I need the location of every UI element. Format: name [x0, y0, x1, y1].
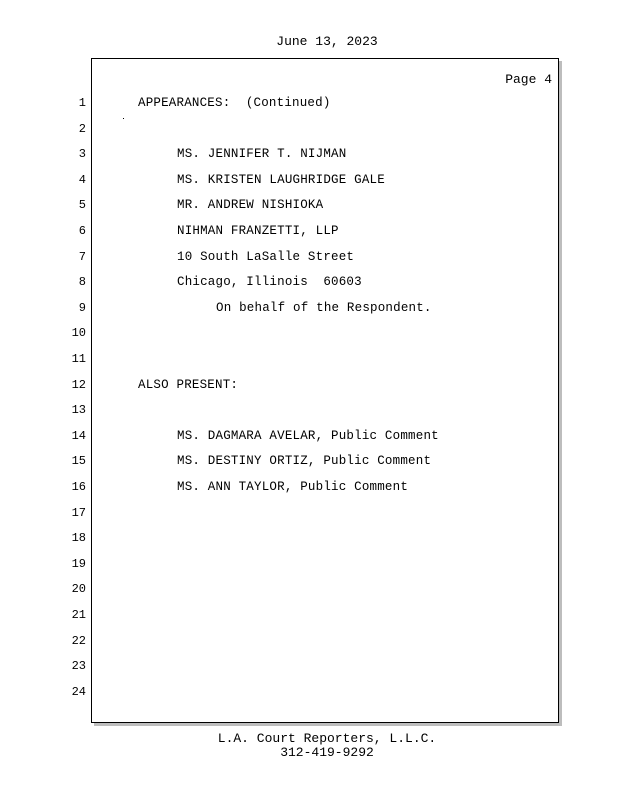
- line-text: NIHMAN FRANZETTI, LLP: [177, 224, 339, 238]
- line-number: 17: [71, 506, 86, 520]
- line-number: 8: [78, 275, 86, 289]
- line-number: 22: [71, 634, 86, 648]
- line-number: 20: [71, 582, 86, 596]
- line-number: 11: [71, 352, 86, 366]
- line-number: 12: [71, 378, 86, 392]
- line-number: 6: [78, 224, 86, 238]
- line-number: 19: [71, 557, 86, 571]
- line-number: 2: [78, 122, 86, 136]
- line-text: Chicago, Illinois 60603: [177, 275, 362, 289]
- stray-mark: [123, 118, 124, 119]
- line-text: 10 South LaSalle Street: [177, 250, 355, 264]
- line-text: MR. ANDREW NISHIOKA: [177, 198, 324, 212]
- line-text: ALSO PRESENT:: [138, 378, 239, 392]
- line-text: MS. ANN TAYLOR, Public Comment: [177, 480, 409, 494]
- line-text: MS. DESTINY ORTIZ, Public Comment: [177, 454, 432, 468]
- line-text: APPEARANCES: (Continued): [138, 96, 331, 110]
- line-text: MS. JENNIFER T. NIJMAN: [177, 147, 347, 161]
- line-number: 10: [71, 326, 86, 340]
- line-number: 14: [71, 429, 86, 443]
- line-number: 5: [78, 198, 86, 212]
- line-number: 13: [71, 403, 86, 417]
- line-text: On behalf of the Respondent.: [216, 301, 432, 315]
- header-date: June 13, 2023: [276, 34, 378, 49]
- line-number: 15: [71, 454, 86, 468]
- line-number: 21: [71, 608, 86, 622]
- line-number: 24: [71, 685, 86, 699]
- line-number: 4: [78, 173, 86, 187]
- line-number: 7: [78, 250, 86, 264]
- line-number: 3: [78, 147, 86, 161]
- line-number: 1: [78, 96, 86, 110]
- line-number: 18: [71, 531, 86, 545]
- line-number: 23: [71, 659, 86, 673]
- line-text: MS. DAGMARA AVELAR, Public Comment: [177, 429, 439, 443]
- footer-company: L.A. Court Reporters, L.L.C.: [217, 731, 437, 746]
- page-number: Page 4: [505, 72, 552, 87]
- footer-phone: 312-419-9292: [280, 745, 374, 760]
- line-text: MS. KRISTEN LAUGHRIDGE GALE: [177, 173, 385, 187]
- footer: [0, 732, 618, 760]
- line-number: 9: [78, 301, 86, 315]
- line-number: 16: [71, 480, 86, 494]
